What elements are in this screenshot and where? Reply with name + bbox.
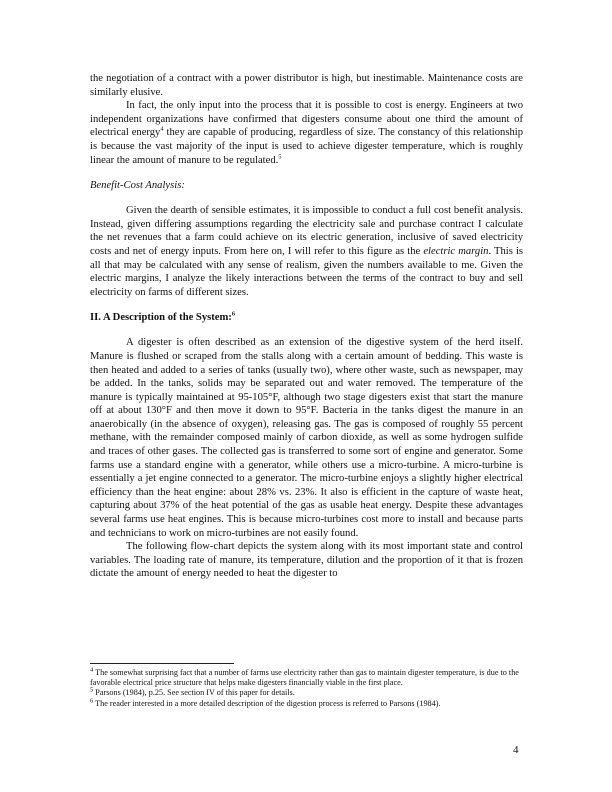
paragraph-1: the negotiation of a contract with a power distributor is high, but inestimable. Maintenance costs are similarly elusive.: [90, 73, 523, 98]
footnote-5: [90, 688, 523, 698]
footnote-text: The reader interested in a more detailed description of the digestion process is referred to Parsons (1984).: [93, 698, 441, 708]
paragraph-2-text-b: they are capable of producing, regardless of size. The constancy of this relationship is because the vast majority of the input is used to achieve digester temperature, which is roughly linear the amount of manure to be regulated.: [90, 127, 524, 166]
paragraph-2-text-a: In fact, the only input into the process that it is possible to cost is energy. Engineers at two independent organizations have confirmed that digesters consume about one third the amount of electrical energy: [90, 100, 523, 139]
subheading-benefit-cost: Benefit-Cost Analysis:: [90, 180, 185, 192]
footnote-number: 6: [90, 696, 94, 704]
footnote-ref-4: 4: [160, 125, 164, 133]
footnote-ref-6: 6: [231, 310, 236, 318]
paragraph-3-text-a: Given the dearth of sensible estimates, it is impossible to conduct a full cost benefit analysis. Instead, given differing assumptions regarding the electricity sale and purchase contract I calculate the net revenues that a farm could achieve on its electric generation, inclusive of saved electricity costs and net of energy inputs. From here on, I will refer to this figure as the: [90, 205, 523, 257]
paragraph-2: [90, 99, 523, 167]
paragraph-3-text-b: . This is all that may be calculated with any sense of realism, given the numbers available to me. Given the electric margins, I analyze the likely interactions between the terms of the contract to buy and sell electricity on farms of different sizes.: [90, 245, 524, 298]
paragraph-4: A digester is often described as an extension of the digestive system of the herd itself. Manure is flushed or scraped from the stalls along with a certain amount of bedding. This waste is then heated and added to a series of tanks (usually two), where other waste, such as newspaper, may be added. In the tanks, solids may be separated out and water removed. The temperature of the manure is typically maintained at 95-105°F, although two stage digesters exist that start the manure off at about 130°F and then move it down to 95°F. Bacteria in the tanks digest the manure in an anaerobically (in the absence of oxygen), releasing gas. The gas is composed of roughly 55 percent methane, with the remainder composed mainly of carbon dioxide, as well as some hydrogen sulfide and traces of other gases. The collected gas is transferred to some sort of engine and generator. Some farms use a standard engine with a generator, while others use a micro-turbine. A micro-turbine is essentially a jet engine connected to a generator. The micro-turbine enjoys a slightly higher electrical efficiency than the heat engine: about 28% vs. 23%. It also is efficient in the capture of waste heat, capturing about 37% of the heat potential of the gas as usable heat energy. Despite these advantages several farms use heat engines. This is because micro-turbines cost more to install and because parts and technicians to work on micro-turbines are not easily found.: [90, 337, 523, 539]
footnote-6: [90, 696, 523, 709]
section-heading-text: II. A Description of the System:: [90, 312, 232, 324]
footnote-separator: [90, 663, 234, 664]
footnote-number: 5: [90, 686, 94, 694]
footnotes: [90, 668, 523, 709]
page-body: [90, 72, 523, 581]
paragraph-3: [90, 204, 523, 299]
footnote-text: Parsons (1984), p.25. See section IV of this paper for details.: [93, 688, 295, 698]
footnote-number: 4: [90, 666, 94, 674]
paragraph-5: The following flow-chart depicts the system along with its most important state and control variables. The loading rate of manure, its temperature, dilution and the proportion of it that is frozen dictate the amount of energy needed to heat the digester to: [90, 541, 523, 580]
footnote-ref-5: 5: [278, 153, 282, 161]
section-heading-2: [90, 312, 523, 323]
paragraph-3-emphasis: electric margin: [423, 245, 489, 257]
footnote-4: [90, 668, 523, 688]
page-number: 4: [513, 744, 519, 756]
footnote-text: The somewhat surprising fact that a number of farms use electricity rather than gas to maintain digester temperature, is due to the favorable electrical price structure that helps make digesters financially viable in the first place.: [90, 668, 519, 688]
